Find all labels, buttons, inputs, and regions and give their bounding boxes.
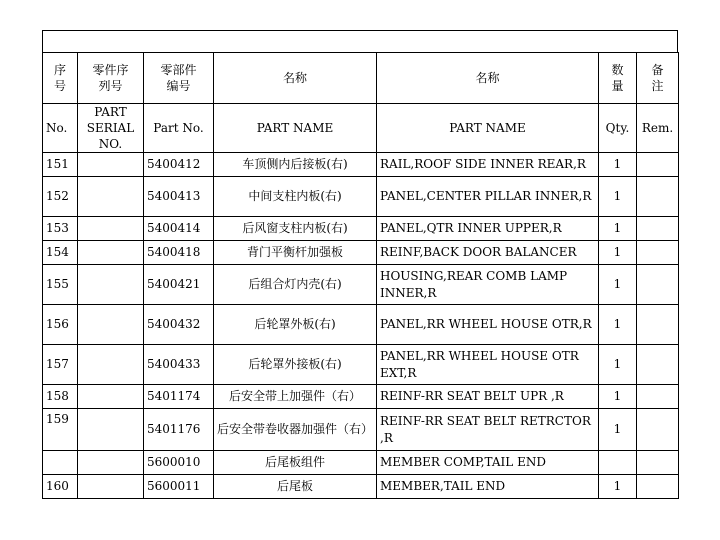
table-row: [43, 305, 679, 345]
row-remark: [637, 153, 679, 177]
row-number: 159: [43, 409, 78, 451]
row-serial: [78, 345, 144, 385]
row-name-en: MEMBER COMP,TAIL END: [377, 451, 599, 475]
row-number: [43, 451, 78, 475]
table-top-frame: [42, 30, 678, 52]
row-qty: 1: [599, 217, 637, 241]
row-qty: 1: [599, 409, 637, 451]
header-serial-en: PART SERIAL NO.: [78, 104, 144, 153]
row-name-en: REINF-RR SEAT BELT UPR ,R: [377, 385, 599, 409]
table-row: [43, 153, 679, 177]
row-remark: [637, 177, 679, 217]
row-qty: 1: [599, 153, 637, 177]
table-row: [43, 451, 679, 475]
header-name-cn-en: PART NAME: [214, 104, 377, 153]
table-row: [43, 385, 679, 409]
row-qty: 1: [599, 345, 637, 385]
row-qty: 1: [599, 177, 637, 217]
row-serial: [78, 217, 144, 241]
row-name-en: REINF,BACK DOOR BALANCER: [377, 241, 599, 265]
table-row: [43, 345, 679, 385]
row-serial: [78, 475, 144, 499]
row-part-no: 5401176: [144, 409, 214, 451]
row-serial: [78, 385, 144, 409]
table-row: [43, 177, 679, 217]
row-part-no: 5400432: [144, 305, 214, 345]
row-name-en: MEMBER,TAIL END: [377, 475, 599, 499]
row-number: 160: [43, 475, 78, 499]
row-name-cn: 后轮罩外接板(右): [214, 345, 377, 385]
header-no-cn: 序 号: [43, 53, 78, 104]
row-name-cn: 背门平衡杆加强板: [214, 241, 377, 265]
row-remark: [637, 409, 679, 451]
row-number: 154: [43, 241, 78, 265]
row-name-en: PANEL,CENTER PILLAR INNER,R: [377, 177, 599, 217]
row-part-no: 5400414: [144, 217, 214, 241]
row-serial: [78, 241, 144, 265]
row-serial: [78, 177, 144, 217]
header-rem-cn: 备 注: [637, 53, 679, 104]
row-name-cn: 后组合灯内壳(右): [214, 265, 377, 305]
row-name-cn: 后安全带上加强件（右）: [214, 385, 377, 409]
row-qty: [599, 451, 637, 475]
header-part-no-en: Part No.: [144, 104, 214, 153]
row-part-no: 5600010: [144, 451, 214, 475]
table-row: [43, 241, 679, 265]
table-row: [43, 475, 679, 499]
row-number: 155: [43, 265, 78, 305]
row-remark: [637, 345, 679, 385]
row-part-no: 5400418: [144, 241, 214, 265]
header-name-en-cn: 名称: [377, 53, 599, 104]
row-part-no: 5401174: [144, 385, 214, 409]
row-name-cn: 车顶侧内后接板(右): [214, 153, 377, 177]
row-name-cn: 后尾板: [214, 475, 377, 499]
row-remark: [637, 451, 679, 475]
row-name-cn: 后尾板组件: [214, 451, 377, 475]
row-name-en: PANEL,QTR INNER UPPER,R: [377, 217, 599, 241]
row-name-en: RAIL,ROOF SIDE INNER REAR,R: [377, 153, 599, 177]
row-remark: [637, 385, 679, 409]
row-name-en: PANEL,RR WHEEL HOUSE OTR EXT,R: [377, 345, 599, 385]
row-name-cn: 中间支柱内板(右): [214, 177, 377, 217]
row-name-en: PANEL,RR WHEEL HOUSE OTR,R: [377, 305, 599, 345]
row-remark: [637, 241, 679, 265]
row-part-no: 5400421: [144, 265, 214, 305]
row-number: 158: [43, 385, 78, 409]
header-name-en-en: PART NAME: [377, 104, 599, 153]
table-row: [43, 409, 679, 451]
row-qty: 1: [599, 385, 637, 409]
parts-table: [42, 52, 679, 499]
row-serial: [78, 451, 144, 475]
header-part-no-cn: 零部件 编号: [144, 53, 214, 104]
row-serial: [78, 265, 144, 305]
row-serial: [78, 153, 144, 177]
row-name-cn: 后安全带卷收器加强件（右）: [214, 409, 377, 451]
table-row: [43, 265, 679, 305]
row-name-cn: 后风窗支柱内板(右): [214, 217, 377, 241]
row-remark: [637, 305, 679, 345]
header-rem-en: Rem.: [637, 104, 679, 153]
header-serial-cn: 零件序 列号: [78, 53, 144, 104]
row-remark: [637, 475, 679, 499]
row-part-no: 5400433: [144, 345, 214, 385]
row-number: 152: [43, 177, 78, 217]
header-name-cn: 名称: [214, 53, 377, 104]
row-name-en: HOUSING,REAR COMB LAMP INNER,R: [377, 265, 599, 305]
row-qty: 1: [599, 305, 637, 345]
row-qty: 1: [599, 265, 637, 305]
header-row-english: [43, 104, 679, 153]
header-qty-en: Qty.: [599, 104, 637, 153]
row-part-no: 5400412: [144, 153, 214, 177]
row-qty: 1: [599, 475, 637, 499]
row-remark: [637, 217, 679, 241]
row-serial: [78, 409, 144, 451]
row-qty: 1: [599, 241, 637, 265]
row-name-cn: 后轮罩外板(右): [214, 305, 377, 345]
row-number: 151: [43, 153, 78, 177]
row-remark: [637, 265, 679, 305]
row-part-no: 5400413: [144, 177, 214, 217]
header-qty-cn: 数 量: [599, 53, 637, 104]
row-number: 156: [43, 305, 78, 345]
row-serial: [78, 305, 144, 345]
table-row: [43, 217, 679, 241]
row-name-en: REINF-RR SEAT BELT RETRCTOR ,R: [377, 409, 599, 451]
row-number: 157: [43, 345, 78, 385]
header-no-en: No.: [43, 104, 78, 153]
row-part-no: 5600011: [144, 475, 214, 499]
row-number: 153: [43, 217, 78, 241]
header-row-chinese: [43, 53, 679, 104]
